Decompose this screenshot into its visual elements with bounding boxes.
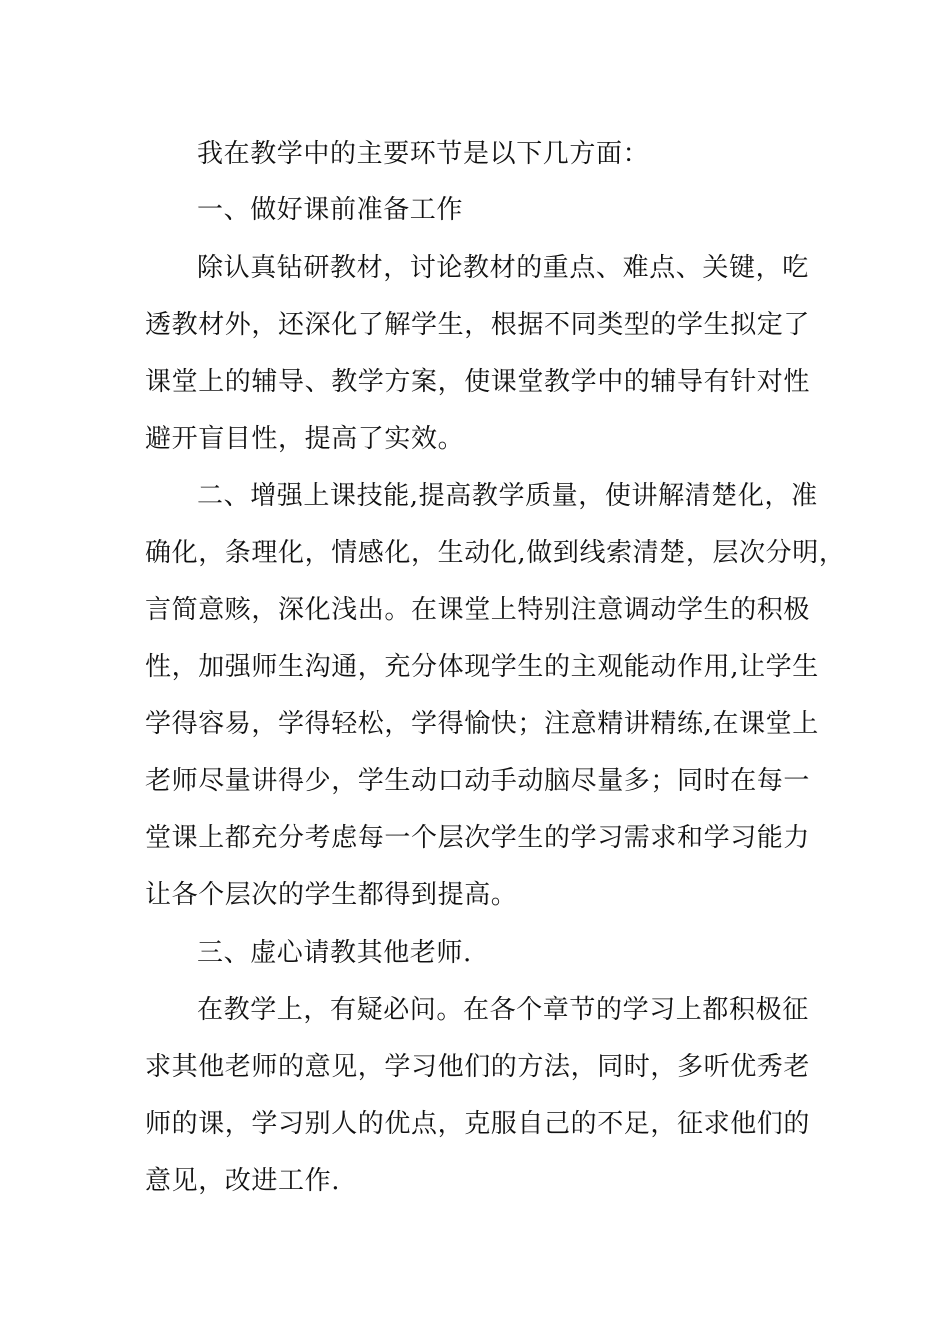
text-line: 师的课，学习别人的优点，克服自己的不足，征求他们的 bbox=[145, 1109, 811, 1139]
text-line: 除认真钻研教材，讨论教材的重点、难点、关键，吃 bbox=[197, 253, 809, 283]
text-line: 性，加强师生沟通，充分体现学生的主观能动作用,让学生 bbox=[145, 652, 819, 682]
text-line: 老师尽量讲得少，学生动口动手动脑尽量多；同时在每一 bbox=[145, 766, 811, 796]
heading-section-1: 一、做好课前准备工作 bbox=[197, 195, 464, 225]
text-line: 求其他老师的意见，学习他们的方法，同时，多听优秀老 bbox=[145, 1052, 811, 1082]
heading-section-2: 二、增强上课技能,提高教学质量，使讲解清楚化，准 bbox=[197, 481, 818, 511]
text-line: 言简意赅，深化浅出。在课堂上特别注意调动学生的积极 bbox=[145, 595, 811, 625]
text-line: 堂课上都充分考虑每一个层次学生的学习需求和学习能力 bbox=[145, 823, 811, 853]
text-line: 课堂上的辅导、教学方案，使课堂教学中的辅导有针对性 bbox=[145, 367, 811, 397]
text-line: 透教材外，还深化了解学生，根据不同类型的学生拟定了 bbox=[145, 310, 811, 340]
text-line: 确化，条理化，情感化，生动化,做到线索清楚，层次分明， bbox=[145, 538, 846, 568]
heading-section-3: 三、虚心请教其他老师. bbox=[197, 938, 472, 968]
text-line: 避开盲目性，提高了实效。 bbox=[145, 424, 465, 454]
text-line: 学得容易，学得轻松，学得愉快；注意精讲精练,在课堂上 bbox=[145, 709, 819, 739]
text-line: 意见，改进工作. bbox=[145, 1166, 341, 1196]
text-line-intro: 我在教学中的主要环节是以下几方面： bbox=[197, 139, 650, 169]
text-line: 在教学上，有疑必问。在各个章节的学习上都积极征 bbox=[197, 995, 809, 1025]
text-line: 让各个层次的学生都得到提高。 bbox=[145, 880, 518, 910]
